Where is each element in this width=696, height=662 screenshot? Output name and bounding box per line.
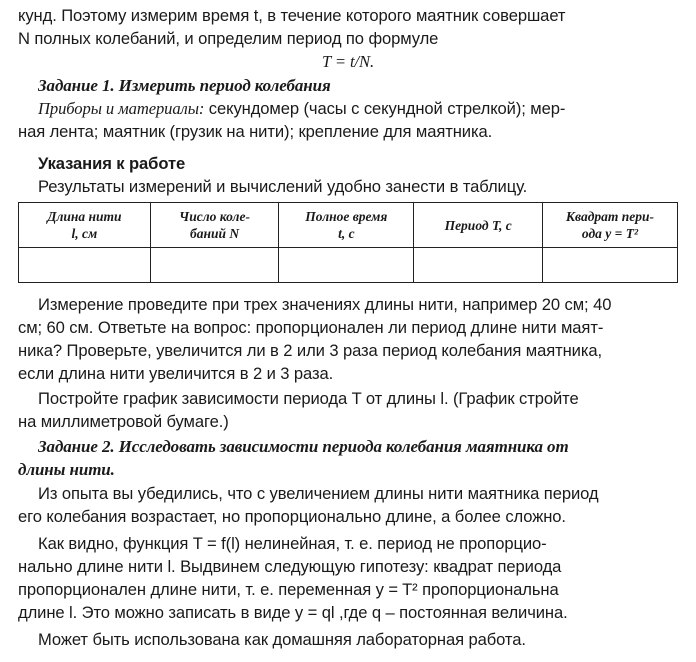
task2-p2-line-2: нально длине нити l. Выдвинем следующую гипотезу: квадрат периода: [18, 557, 562, 576]
table-cell: [414, 248, 543, 283]
body-p1-line-2: см; 60 см. Ответьте на вопрос: пропорционален ли период длине нити маят-: [18, 318, 604, 337]
body-p1-line-4: если длина нити увеличится в 2 и 3 раза.: [18, 364, 334, 383]
header-length: Длина нити l, см: [19, 203, 151, 248]
task-2-title: Задание 2. Исследовать зависимости периода колебания маятника от: [38, 437, 569, 456]
equipment-line: [38, 97, 678, 120]
body-p2-line-1: Постройте график зависимости периода T от длины l. (График стройте: [38, 389, 579, 408]
table-cell: [279, 248, 414, 283]
table-intro: Результаты измерений и вычислений удобно занести в таблицу.: [38, 177, 528, 196]
table-cell: [542, 248, 677, 283]
table-row: [19, 248, 678, 283]
equipment-line-2: ная лента; маятник (грузик на нити); крепление для маятника.: [18, 122, 493, 141]
table-cell: [19, 248, 151, 283]
task2-p2-line-4: длине l. Это можно записать в виде y = ql ,где q – постоянная величина.: [18, 603, 568, 622]
task2-p2-line-1: Как видно, функция T = f(l) нелинейная, т. е. период не пропорцио-: [38, 534, 547, 553]
equipment-label: Приборы и материалы:: [38, 99, 205, 118]
header-period: Период T, c: [414, 203, 543, 248]
task-1-title: Задание 1. Измерить период колебания: [38, 76, 331, 95]
task2-p1-line-2: его колебания возрастает, но пропорционально длине, а более сложно.: [18, 507, 566, 526]
header-oscillations: Число коле- баний N: [150, 203, 279, 248]
table-header-row: [19, 203, 678, 248]
period-formula: T = t/N.: [321, 52, 375, 71]
body-p1-line-1: Измерение проведите при трех значениях длины нити, например 20 см; 40: [38, 295, 612, 314]
table-cell: [150, 248, 279, 283]
results-table: [18, 202, 678, 283]
header-period-squared: Квадрат пери- ода y = T²: [542, 203, 677, 248]
intro-line-2: N полных колебаний, и определим период по формуле: [18, 29, 439, 48]
equipment-text: секундомер (часы с секундной стрелкой); мер-: [204, 99, 566, 118]
intro-line-1: кунд. Поэтому измерим время t, в течение которого маятник совершает: [18, 6, 566, 25]
task2-p3: Может быть использована как домашняя лабораторная работа.: [38, 630, 526, 649]
task2-p2-line-3: пропорционален длине нити, т. е. переменная y = T² пропорциональна: [18, 580, 559, 599]
instructions-heading: Указания к работе: [38, 154, 186, 173]
body-p2-line-2: на миллиметровой бумаге.): [18, 412, 229, 431]
body-p1-line-3: ника? Проверьте, увеличится ли в 2 или 3 раза период колебания маятника,: [18, 341, 603, 360]
task2-p1-line-1: Из опыта вы убедились, что с увеличением длины нити маятника период: [38, 484, 599, 503]
header-total-time: Полное время t, c: [279, 203, 414, 248]
task-2-title-cont: длины нити.: [18, 460, 115, 479]
